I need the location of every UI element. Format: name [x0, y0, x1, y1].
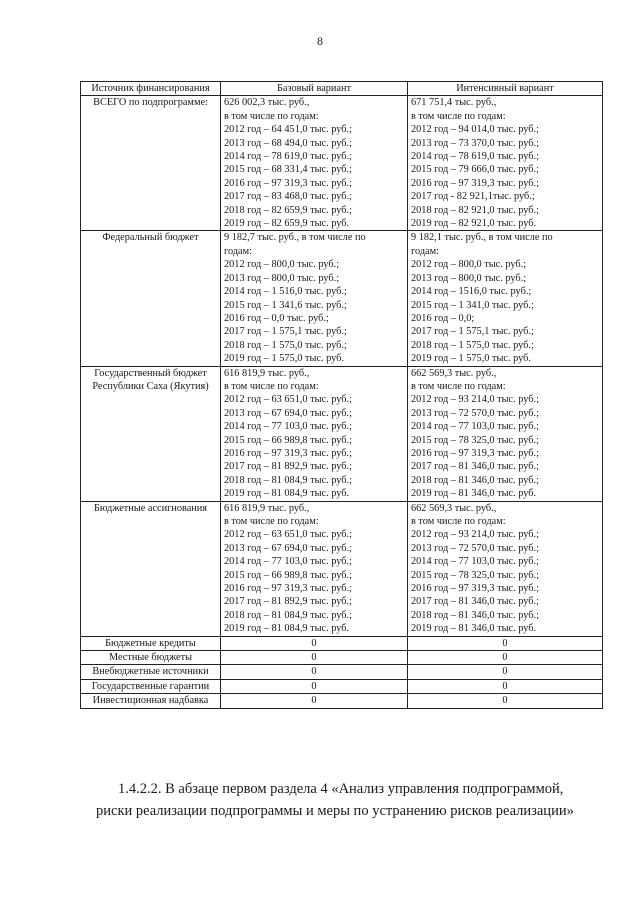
base-line: 2013 год – 68 494,0 тыс. руб.;: [224, 137, 352, 149]
intensive-line: 9 182,1 тыс. руб., в том числе по: [411, 232, 553, 244]
page-number: 8: [317, 34, 323, 48]
intensive-line: 2015 год – 78 325,0 тыс. руб.;: [411, 569, 539, 581]
intensive-line: 2014 год – 77 103,0 тыс. руб.;: [411, 556, 539, 568]
base-line: 2012 год – 800,0 тыс. руб.;: [224, 259, 340, 271]
intensive-line: 2018 год – 82 921,0 тыс. руб.;: [411, 204, 539, 216]
intensive-line: 2019 год – 1 575,0 тыс. руб.: [411, 353, 531, 365]
base-cell: [221, 231, 408, 366]
base-line: 2018 год – 1 575,0 тыс. руб.;: [224, 339, 347, 351]
source-cell: Бюджетные кредиты: [81, 636, 221, 650]
table-row: [81, 636, 603, 650]
intensive-line: 2013 год – 72 570,0 тыс. руб.;: [411, 407, 539, 419]
base-line: 2015 год – 66 989,8 тыс. руб.;: [224, 569, 352, 581]
table-row: [81, 501, 603, 636]
base-line: 626 002,3 тыс. руб.,: [224, 97, 310, 109]
intensive-line: 2019 год – 81 346,0 тыс. руб.: [411, 623, 537, 635]
intensive-line: 662 569,3 тыс. руб.,: [411, 367, 497, 379]
base-line: 2014 год – 1 516,0 тыс. руб.;: [224, 286, 347, 298]
intensive-value: 0: [408, 665, 603, 679]
base-line: 2015 год – 66 989,8 тыс. руб.;: [224, 434, 352, 446]
base-line: в том числе по годам:: [224, 516, 319, 527]
source-cell: ВСЕГО по подпрограмме:: [81, 96, 221, 231]
source-cell: Внебюджетные источники: [81, 665, 221, 679]
header-source: Источник финансирования: [81, 82, 221, 96]
base-line: 2012 год – 63 651,0 тыс. руб.;: [224, 529, 352, 541]
intensive-line: 2014 год – 1516,0 тыс. руб.;: [411, 286, 532, 298]
base-line: 2013 год – 67 694,0 тыс. руб.;: [224, 542, 352, 554]
base-line: 2017 год – 1 575,1 тыс. руб.;: [224, 326, 347, 338]
base-line: 2016 год – 0,0 тыс. руб.;: [224, 312, 329, 324]
base-line: 2016 год – 97 319,3 тыс. руб.;: [224, 177, 352, 189]
intensive-line: 662 569,3 тыс. руб.,: [411, 502, 497, 514]
base-line: 2013 год – 800,0 тыс. руб.;: [224, 272, 340, 284]
base-line: 2018 год – 82 659,9 тыс. руб.;: [224, 204, 352, 216]
paragraph-line-1: 1.4.2.2. В абзаце первом раздела 4 «Анализ управления подпрограммой,: [118, 781, 564, 797]
base-line: 2013 год – 67 694,0 тыс. руб.;: [224, 407, 352, 419]
table-row: [81, 366, 603, 501]
intensive-cell: [408, 96, 603, 231]
intensive-line: 671 751,4 тыс. руб.,: [411, 97, 497, 109]
table-row: [81, 665, 603, 679]
intensive-line: 2015 год – 1 341,0 тыс. руб.;: [411, 299, 534, 311]
intensive-cell: [408, 501, 603, 636]
funding-table: [80, 81, 603, 709]
table-row: [81, 679, 603, 693]
base-value: 0: [221, 636, 408, 650]
intensive-line: 2012 год – 93 214,0 тыс. руб.;: [411, 529, 539, 541]
intensive-cell: [408, 231, 603, 366]
base-line: 2018 год – 81 084,9 тыс. руб.;: [224, 474, 352, 486]
amendment-paragraph: [96, 778, 615, 822]
intensive-line: 2016 год – 97 319,3 тыс. руб.;: [411, 177, 539, 189]
header-base: Базовый вариант: [221, 82, 408, 96]
intensive-line: 2017 год – 1 575,1 тыс. руб.;: [411, 326, 534, 338]
base-line: 2014 год – 77 103,0 тыс. руб.;: [224, 421, 352, 433]
base-line: 2012 год – 64 451,0 тыс. руб.;: [224, 124, 352, 136]
table-row: [81, 96, 603, 231]
base-line: 2018 год – 81 084,9 тыс. руб.;: [224, 609, 352, 621]
header-intensive: Интенсивный вариант: [408, 82, 603, 96]
intensive-line: годам:: [411, 245, 440, 257]
intensive-line: 2019 год – 81 346,0 тыс. руб.: [411, 488, 537, 500]
base-line: 2019 год – 1 575,0 тыс. руб.: [224, 353, 344, 365]
source-cell: Государственные гарантии: [81, 679, 221, 693]
base-line: 616 819,9 тыс. руб.,: [224, 367, 310, 379]
base-line: 2019 год – 82 659,9 тыс. руб.: [224, 218, 350, 230]
base-cell: [221, 366, 408, 501]
intensive-line: 2015 год – 78 325,0 тыс. руб.;: [411, 434, 539, 446]
table-row: [81, 651, 603, 665]
base-line: 2015 год – 1 341,6 тыс. руб.;: [224, 299, 347, 311]
intensive-line: 2019 год – 82 921,0 тыс. руб.: [411, 218, 537, 230]
base-line: в том числе по годам:: [224, 380, 319, 392]
base-cell: [221, 96, 408, 231]
intensive-line: 2018 год – 81 346,0 тыс. руб.;: [411, 474, 539, 486]
base-line: 2014 год – 78 619,0 тыс. руб.;: [224, 151, 352, 163]
paragraph-line-2: риски реализации подпрограммы и меры по устранению рисков реализации»: [96, 803, 574, 819]
base-line: 2015 год – 68 331,4 тыс. руб.;: [224, 164, 352, 176]
intensive-line: 2017 год – 81 346,0 тыс. руб.;: [411, 596, 539, 608]
source-cell: Инвестиционная надбавка: [81, 694, 221, 708]
base-line: 616 819,9 тыс. руб.,: [224, 502, 310, 514]
base-value: 0: [221, 665, 408, 679]
table-header-row: [81, 82, 603, 96]
base-cell: [221, 501, 408, 636]
intensive-line: 2015 год – 79 666,0 тыс. руб.;: [411, 164, 539, 176]
intensive-line: 2012 год – 94 014,0 тыс. руб.;: [411, 124, 539, 136]
base-line: 2014 год – 77 103,0 тыс. руб.;: [224, 556, 352, 568]
intensive-value: 0: [408, 636, 603, 650]
source-cell: Государственный бюджет Республики Саха (Якутия): [81, 366, 221, 501]
intensive-line: 2012 год – 800,0 тыс. руб.;: [411, 259, 527, 271]
base-value: 0: [221, 679, 408, 693]
base-line: 2019 год – 81 084,9 тыс. руб.: [224, 623, 350, 635]
table-row: [81, 231, 603, 366]
base-line: 2017 год – 81 892,9 тыс. руб.;: [224, 461, 352, 473]
base-line: в том числе по годам:: [224, 110, 319, 122]
intensive-line: 2016 год – 97 319,3 тыс. руб.;: [411, 447, 539, 459]
base-line: 2017 год – 81 892,9 тыс. руб.;: [224, 596, 352, 608]
intensive-line: 2017 год - 82 921,1тыс. руб.;: [411, 191, 535, 203]
base-value: 0: [221, 651, 408, 665]
intensive-value: 0: [408, 651, 603, 665]
intensive-line: в том числе по годам:: [411, 516, 506, 527]
intensive-line: 2012 год – 93 214,0 тыс. руб.;: [411, 394, 539, 406]
base-line: 2012 год – 63 651,0 тыс. руб.;: [224, 394, 352, 406]
intensive-line: 2013 год – 72 570,0 тыс. руб.;: [411, 542, 539, 554]
intensive-cell: [408, 366, 603, 501]
intensive-line: 2013 год – 800,0 тыс. руб.;: [411, 272, 527, 284]
intensive-line: 2018 год – 1 575,0 тыс. руб.;: [411, 339, 534, 351]
intensive-value: 0: [408, 679, 603, 693]
intensive-line: 2014 год – 78 619,0 тыс. руб.;: [411, 151, 539, 163]
source-cell: Местные бюджеты: [81, 651, 221, 665]
intensive-line: 2013 год – 73 370,0 тыс. руб.;: [411, 137, 539, 149]
intensive-line: 2017 год – 81 346,0 тыс. руб.;: [411, 461, 539, 473]
intensive-line: 2016 год – 97 319,3 тыс. руб.;: [411, 583, 539, 595]
intensive-line: в том числе по годам:: [411, 110, 506, 122]
intensive-line: 2016 год – 0,0;: [411, 312, 475, 324]
source-cell: Бюджетные ассигнования: [81, 501, 221, 636]
source-cell: Федеральный бюджет: [81, 231, 221, 366]
intensive-line: в том числе по годам:: [411, 380, 506, 392]
base-line: 2017 год – 83 468,0 тыс. руб.;: [224, 191, 352, 203]
base-line: 2019 год – 81 084,9 тыс. руб.: [224, 488, 350, 500]
base-line: годам:: [224, 245, 253, 257]
table-row: [81, 694, 603, 708]
base-line: 2016 год – 97 319,3 тыс. руб.;: [224, 583, 352, 595]
intensive-line: 2018 год – 81 346,0 тыс. руб.;: [411, 609, 539, 621]
base-line: 9 182,7 тыс. руб., в том числе по: [224, 232, 366, 244]
base-line: 2016 год – 97 319,3 тыс. руб.;: [224, 447, 352, 459]
intensive-value: 0: [408, 694, 603, 708]
intensive-line: 2014 год – 77 103,0 тыс. руб.;: [411, 421, 539, 433]
base-value: 0: [221, 694, 408, 708]
